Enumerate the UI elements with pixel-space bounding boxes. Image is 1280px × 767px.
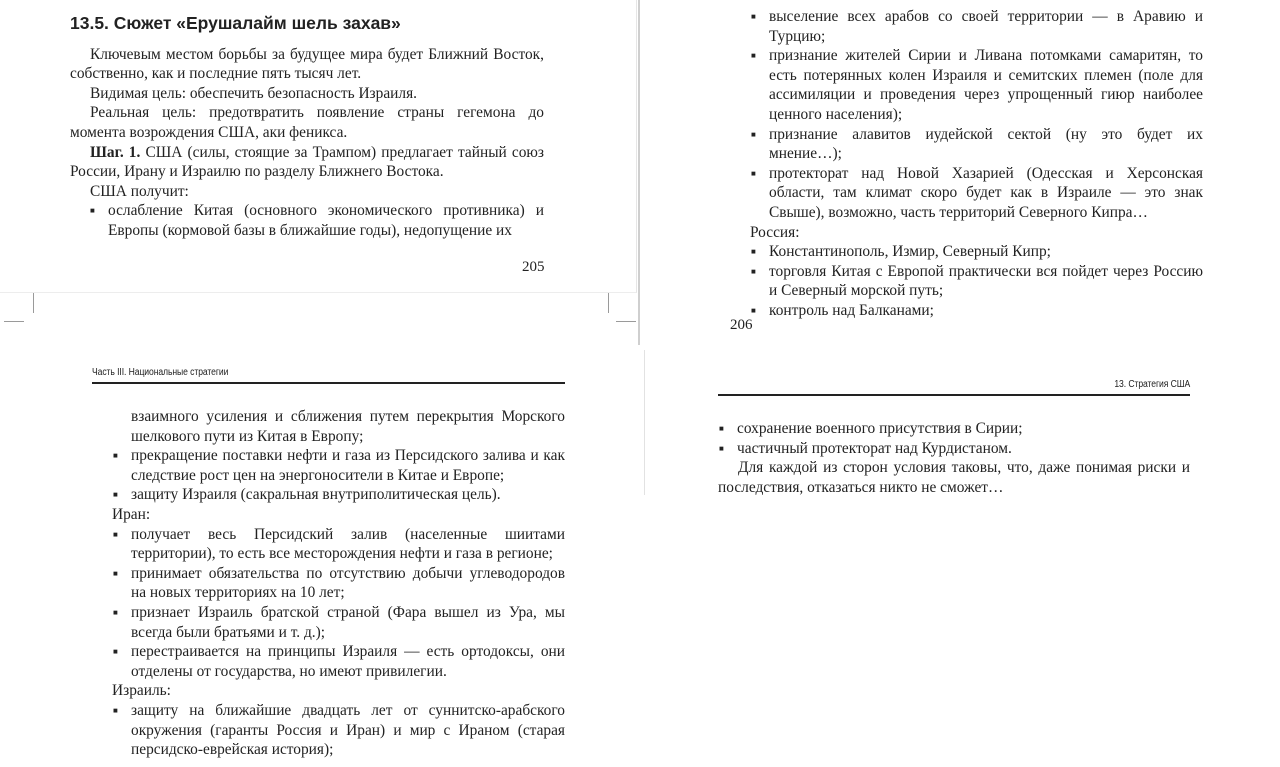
list-item: ■ защиту на ближайшие двадцать лет от суннитско-арабского окружения (гаранты Россия и Иран) и мир с Ираном (старая персидско-еврейская история); [112, 701, 565, 760]
page-right-text [718, 419, 1190, 497]
list-item-continuation: взаимного усиления и сближения путем перекрытия Морского шелкового пути из Китая в Европу; [131, 408, 565, 445]
bullet-list [718, 419, 1190, 458]
header-rule [92, 382, 565, 384]
list-item: ■ получает весь Персидский залив (населенные шиитами территории), то есть все месторождения нефти и газа в регионе; [112, 525, 565, 564]
page-number: 206 [730, 317, 753, 333]
header-rule [718, 394, 1190, 396]
book-page-205 [0, 0, 637, 293]
bullet-list-russia [750, 242, 1203, 320]
list-item: ■ контроль над Балканами; [750, 301, 1203, 321]
page-left-text [112, 407, 565, 760]
list-item: ■ ослабление Китая (основного экономического противника) и Европы (кормовой базы в ближайшие годы), недопущение их [89, 201, 544, 240]
list-item: ■ признает Израиль братской страной (Фара вышел из Ура, мы всегда были братьями и т. д.); [112, 603, 565, 642]
book-page-left [0, 350, 645, 767]
crop-mark [33, 293, 34, 313]
bullet-list-iran [112, 525, 565, 682]
paragraph-step-1 [70, 143, 544, 182]
list-item: ■ перестраивается на принципы Израиля — есть ортодоксы, они отделены от государства, но имеют привилегии. [112, 642, 565, 681]
section-heading: 13.5. Сюжет «Ерушалайм шель захав» [70, 13, 401, 33]
paragraph: Видимая цель: обеспечить безопасность Израиля. [90, 84, 418, 102]
running-head: Часть III. Национальные стратегии [92, 367, 229, 378]
list-label: Россия: [750, 223, 800, 241]
page-206-text [750, 7, 1203, 321]
book-page-206 [640, 0, 1280, 345]
book-page-right [645, 350, 1280, 767]
list-item: ■ защиту Израиля (сакральная внутриполитическая цель). [112, 485, 565, 505]
list-item: ■ прекращение поставки нефти и газа из Персидского залива и как следствие рост цен на энергоносители в Китае и Европе; [112, 446, 565, 485]
step-text: США (силы, стоящие за Трампом) предлагает тайный союз России, Ирану и Израилю по разделу Ближнего Востока. [70, 143, 544, 181]
step-label: Шаг. 1. [90, 143, 141, 161]
list-item: ■ протекторат над Новой Хазарией (Одесская и Херсонская области, там климат скоро будет как в Израиле — это знак Свыше), возможно, часть территорий Северного Кипра… [750, 164, 1203, 223]
list-label: Иран: [112, 505, 151, 523]
closing-paragraph: Для каждой из сторон условия таковы, что, даже понимая риски и последствия, отказаться никто не сможет… [718, 459, 1190, 496]
list-item: ■ выселение всех арабов со своей территории — в Аравию и Турцию; [750, 7, 1203, 46]
list-item: ■ принимает обязательства по отсутствию добычи углеводородов на новых территориях на 10 лет; [112, 564, 565, 603]
running-head: 13. Стратегия США [1114, 379, 1190, 390]
list-item: ■ частичный протекторат над Курдистаном. [718, 439, 1190, 459]
page-number: 205 [522, 259, 545, 275]
paragraph: Ключевым местом борьбы за будущее мира будет Ближний Восток, собственно, как и последние пять тысяч лет. [70, 45, 544, 83]
paragraph: Реальная цель: предотвратить появление страны гегемона до момента возрождения США, аки феникса. [70, 104, 544, 141]
crop-mark [616, 321, 636, 322]
bullet-list-israel [112, 701, 565, 760]
list-item: ■ Константинополь, Измир, Северный Кипр; [750, 242, 1203, 262]
bullet-list [89, 201, 544, 240]
list-item: ■ признание алавитов иудейской сектой (ну это будет их мнение…); [750, 125, 1203, 164]
crop-mark [608, 293, 609, 313]
bullet-list-usa [112, 407, 565, 505]
list-label: Израиль: [112, 682, 171, 700]
list-item: ■ признание жителей Сирии и Ливана потомками самаритян, то есть потерянных колен Израиля и семитских племен (поле для ассимиляции и проведения через упрощенный гиюр наиболее ценного населения); [750, 46, 1203, 124]
list-label: США получит: [90, 182, 189, 200]
bullet-list [750, 7, 1203, 223]
page-205-text [70, 14, 544, 241]
list-item: ■ торговля Китая с Европой практически вся пойдет через Россию и Северный морской путь; [750, 262, 1203, 301]
list-item: ■ сохранение военного присутствия в Сирии; [718, 419, 1190, 439]
crop-mark [4, 321, 24, 322]
